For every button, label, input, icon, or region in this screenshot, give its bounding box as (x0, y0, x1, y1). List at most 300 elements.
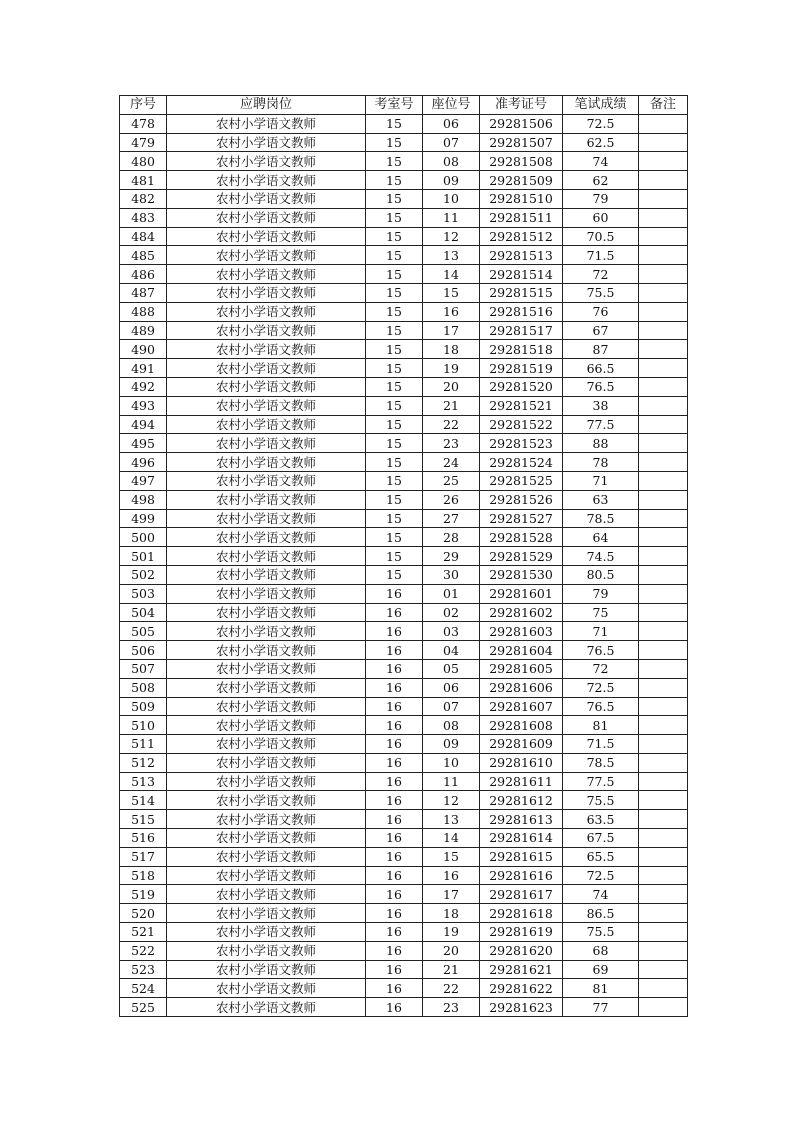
cell-post: 农村小学语文教师 (167, 415, 366, 434)
table-row (120, 415, 688, 434)
table-row (120, 340, 688, 359)
cell-room: 16 (366, 584, 423, 603)
cell-score: 70.5 (563, 227, 639, 246)
cell-post: 农村小学语文教师 (167, 829, 366, 848)
cell-ticket: 29281522 (480, 415, 563, 434)
cell-seq: 494 (120, 415, 167, 434)
table-row (120, 547, 688, 566)
cell-post: 农村小学语文教师 (167, 923, 366, 942)
cell-seq: 521 (120, 923, 167, 942)
cell-ticket: 29281608 (480, 716, 563, 735)
cell-note (639, 885, 688, 904)
cell-seat: 11 (423, 208, 480, 227)
cell-seq: 504 (120, 603, 167, 622)
cell-seat: 26 (423, 490, 480, 509)
cell-room: 15 (366, 283, 423, 302)
cell-score: 79 (563, 189, 639, 208)
cell-seat: 12 (423, 791, 480, 810)
cell-room: 16 (366, 810, 423, 829)
cell-ticket: 29281603 (480, 622, 563, 641)
cell-ticket: 29281622 (480, 979, 563, 998)
cell-ticket: 29281530 (480, 565, 563, 584)
cell-room: 16 (366, 791, 423, 810)
cell-ticket: 29281607 (480, 697, 563, 716)
cell-seq: 506 (120, 641, 167, 660)
table-row (120, 283, 688, 302)
table-row (120, 189, 688, 208)
cell-ticket: 29281520 (480, 377, 563, 396)
cell-note (639, 133, 688, 152)
cell-seq: 484 (120, 227, 167, 246)
cell-ticket: 29281604 (480, 641, 563, 660)
cell-ticket: 29281512 (480, 227, 563, 246)
cell-score: 72 (563, 265, 639, 284)
cell-ticket: 29281518 (480, 340, 563, 359)
cell-ticket: 29281513 (480, 246, 563, 265)
table-row (120, 753, 688, 772)
cell-seat: 16 (423, 302, 480, 321)
cell-note (639, 396, 688, 415)
cell-room: 15 (366, 396, 423, 415)
cell-room: 15 (366, 434, 423, 453)
cell-post: 农村小学语文教师 (167, 791, 366, 810)
cell-seat: 19 (423, 359, 480, 378)
cell-post: 农村小学语文教师 (167, 321, 366, 340)
cell-room: 15 (366, 265, 423, 284)
cell-seat: 06 (423, 114, 480, 133)
cell-seq: 525 (120, 998, 167, 1017)
table-row (120, 321, 688, 340)
cell-post: 农村小学语文教师 (167, 265, 366, 284)
cell-post: 农村小学语文教师 (167, 359, 366, 378)
cell-score: 69 (563, 960, 639, 979)
cell-score: 74 (563, 152, 639, 171)
cell-seat: 17 (423, 885, 480, 904)
cell-seq: 500 (120, 528, 167, 547)
cell-ticket: 29281606 (480, 678, 563, 697)
table-row (120, 490, 688, 509)
cell-ticket: 29281613 (480, 810, 563, 829)
cell-score: 76.5 (563, 697, 639, 716)
table-row (120, 133, 688, 152)
cell-post: 农村小学语文教师 (167, 885, 366, 904)
cell-post: 农村小学语文教师 (167, 772, 366, 791)
cell-seat: 23 (423, 998, 480, 1017)
cell-note (639, 302, 688, 321)
cell-score: 68 (563, 941, 639, 960)
cell-seat: 02 (423, 603, 480, 622)
cell-seat: 04 (423, 641, 480, 660)
cell-score: 76.5 (563, 641, 639, 660)
cell-seat: 20 (423, 941, 480, 960)
cell-seq: 514 (120, 791, 167, 810)
cell-post: 农村小学语文教师 (167, 998, 366, 1017)
cell-note (639, 565, 688, 584)
cell-seat: 14 (423, 265, 480, 284)
cell-note (639, 246, 688, 265)
cell-seq: 481 (120, 171, 167, 190)
cell-ticket: 29281525 (480, 471, 563, 490)
cell-post: 农村小学语文教师 (167, 340, 366, 359)
cell-seq: 493 (120, 396, 167, 415)
cell-ticket: 29281527 (480, 509, 563, 528)
cell-post: 农村小学语文教师 (167, 189, 366, 208)
cell-note (639, 998, 688, 1017)
cell-seq: 508 (120, 678, 167, 697)
cell-room: 15 (366, 171, 423, 190)
cell-note (639, 434, 688, 453)
cell-seq: 512 (120, 753, 167, 772)
table-row (120, 302, 688, 321)
cell-note (639, 453, 688, 472)
cell-seq: 482 (120, 189, 167, 208)
cell-room: 16 (366, 847, 423, 866)
cell-score: 80.5 (563, 565, 639, 584)
cell-seq: 487 (120, 283, 167, 302)
table-row (120, 622, 688, 641)
cell-note (639, 547, 688, 566)
cell-room: 15 (366, 152, 423, 171)
cell-post: 农村小学语文教师 (167, 133, 366, 152)
cell-post: 农村小学语文教师 (167, 208, 366, 227)
cell-seq: 522 (120, 941, 167, 960)
cell-seat: 11 (423, 772, 480, 791)
cell-seq: 486 (120, 265, 167, 284)
cell-seat: 16 (423, 866, 480, 885)
cell-score: 72.5 (563, 114, 639, 133)
cell-ticket: 29281517 (480, 321, 563, 340)
cell-ticket: 29281615 (480, 847, 563, 866)
cell-room: 15 (366, 547, 423, 566)
cell-seat: 23 (423, 434, 480, 453)
header-seq: 序号 (120, 96, 167, 115)
cell-room: 15 (366, 490, 423, 509)
cell-ticket: 29281609 (480, 735, 563, 754)
cell-ticket: 29281509 (480, 171, 563, 190)
cell-room: 16 (366, 941, 423, 960)
cell-ticket: 29281623 (480, 998, 563, 1017)
cell-post: 农村小学语文教师 (167, 396, 366, 415)
cell-seat: 30 (423, 565, 480, 584)
table-row (120, 697, 688, 716)
cell-seq: 510 (120, 716, 167, 735)
table-row (120, 152, 688, 171)
cell-note (639, 208, 688, 227)
cell-post: 农村小学语文教师 (167, 565, 366, 584)
cell-post: 农村小学语文教师 (167, 528, 366, 547)
cell-score: 64 (563, 528, 639, 547)
cell-seq: 505 (120, 622, 167, 641)
cell-post: 农村小学语文教师 (167, 246, 366, 265)
cell-ticket: 29281619 (480, 923, 563, 942)
table-row (120, 208, 688, 227)
cell-score: 75.5 (563, 791, 639, 810)
cell-score: 72 (563, 659, 639, 678)
cell-room: 15 (366, 565, 423, 584)
table-row (120, 998, 688, 1017)
table-row (120, 246, 688, 265)
cell-post: 农村小学语文教师 (167, 697, 366, 716)
cell-post: 农村小学语文教师 (167, 283, 366, 302)
cell-score: 75.5 (563, 923, 639, 942)
cell-room: 16 (366, 622, 423, 641)
table-row (120, 359, 688, 378)
cell-seat: 24 (423, 453, 480, 472)
cell-room: 16 (366, 998, 423, 1017)
cell-post: 农村小学语文教师 (167, 490, 366, 509)
table-row (120, 584, 688, 603)
cell-post: 农村小学语文教师 (167, 547, 366, 566)
cell-score: 78.5 (563, 753, 639, 772)
cell-seq: 498 (120, 490, 167, 509)
cell-note (639, 753, 688, 772)
header-ticket: 准考证号 (480, 96, 563, 115)
table-row (120, 528, 688, 547)
header-room: 考室号 (366, 96, 423, 115)
cell-room: 15 (366, 189, 423, 208)
cell-score: 72.5 (563, 678, 639, 697)
table-row (120, 396, 688, 415)
cell-note (639, 490, 688, 509)
cell-score: 71 (563, 622, 639, 641)
cell-room: 15 (366, 415, 423, 434)
cell-ticket: 29281529 (480, 547, 563, 566)
cell-room: 16 (366, 885, 423, 904)
header-seat: 座位号 (423, 96, 480, 115)
cell-note (639, 659, 688, 678)
cell-post: 农村小学语文教师 (167, 584, 366, 603)
cell-seat: 08 (423, 716, 480, 735)
cell-seq: 480 (120, 152, 167, 171)
cell-room: 15 (366, 509, 423, 528)
cell-room: 16 (366, 866, 423, 885)
cell-post: 农村小学语文教师 (167, 622, 366, 641)
cell-seat: 13 (423, 810, 480, 829)
cell-ticket: 29281605 (480, 659, 563, 678)
table-row (120, 603, 688, 622)
cell-ticket: 29281514 (480, 265, 563, 284)
cell-seat: 20 (423, 377, 480, 396)
cell-note (639, 340, 688, 359)
cell-note (639, 678, 688, 697)
cell-seq: 519 (120, 885, 167, 904)
cell-room: 15 (366, 377, 423, 396)
cell-ticket: 29281516 (480, 302, 563, 321)
cell-post: 农村小学语文教师 (167, 509, 366, 528)
cell-seq: 488 (120, 302, 167, 321)
cell-room: 16 (366, 603, 423, 622)
cell-room: 16 (366, 659, 423, 678)
table-row (120, 114, 688, 133)
cell-seq: 483 (120, 208, 167, 227)
cell-seq: 511 (120, 735, 167, 754)
cell-note (639, 622, 688, 641)
cell-score: 76 (563, 302, 639, 321)
cell-seq: 478 (120, 114, 167, 133)
table-header-row (120, 96, 688, 115)
cell-note (639, 979, 688, 998)
cell-post: 农村小学语文教师 (167, 716, 366, 735)
cell-seat: 13 (423, 246, 480, 265)
cell-note (639, 189, 688, 208)
table-row (120, 941, 688, 960)
table-row (120, 659, 688, 678)
cell-seq: 524 (120, 979, 167, 998)
cell-score: 71.5 (563, 735, 639, 754)
cell-note (639, 735, 688, 754)
cell-seq: 517 (120, 847, 167, 866)
cell-score: 75 (563, 603, 639, 622)
cell-seat: 25 (423, 471, 480, 490)
table-row (120, 810, 688, 829)
cell-seq: 479 (120, 133, 167, 152)
cell-score: 77.5 (563, 415, 639, 434)
cell-note (639, 829, 688, 848)
cell-seat: 01 (423, 584, 480, 603)
cell-post: 农村小学语文教师 (167, 960, 366, 979)
cell-ticket: 29281601 (480, 584, 563, 603)
cell-seat: 22 (423, 415, 480, 434)
cell-ticket: 29281519 (480, 359, 563, 378)
cell-note (639, 960, 688, 979)
cell-ticket: 29281508 (480, 152, 563, 171)
cell-score: 62.5 (563, 133, 639, 152)
cell-post: 农村小学语文教师 (167, 471, 366, 490)
cell-post: 农村小学语文教师 (167, 735, 366, 754)
cell-room: 15 (366, 471, 423, 490)
cell-seq: 516 (120, 829, 167, 848)
cell-note (639, 114, 688, 133)
cell-post: 农村小学语文教师 (167, 641, 366, 660)
cell-note (639, 509, 688, 528)
cell-post: 农村小学语文教师 (167, 847, 366, 866)
cell-note (639, 847, 688, 866)
cell-seat: 28 (423, 528, 480, 547)
header-post: 应聘岗位 (167, 96, 366, 115)
table-row (120, 434, 688, 453)
cell-note (639, 791, 688, 810)
cell-room: 15 (366, 133, 423, 152)
cell-ticket: 29281621 (480, 960, 563, 979)
cell-score: 74.5 (563, 547, 639, 566)
cell-ticket: 29281614 (480, 829, 563, 848)
cell-seat: 07 (423, 697, 480, 716)
cell-note (639, 603, 688, 622)
cell-seq: 490 (120, 340, 167, 359)
cell-score: 87 (563, 340, 639, 359)
cell-score: 62 (563, 171, 639, 190)
cell-seq: 515 (120, 810, 167, 829)
cell-seq: 501 (120, 547, 167, 566)
cell-seat: 15 (423, 283, 480, 302)
cell-note (639, 359, 688, 378)
cell-post: 农村小学语文教师 (167, 904, 366, 923)
cell-seq: 491 (120, 359, 167, 378)
cell-ticket: 29281510 (480, 189, 563, 208)
table-row (120, 904, 688, 923)
cell-note (639, 471, 688, 490)
cell-room: 16 (366, 829, 423, 848)
cell-seq: 496 (120, 453, 167, 472)
cell-seat: 05 (423, 659, 480, 678)
header-score: 笔试成绩 (563, 96, 639, 115)
cell-ticket: 29281511 (480, 208, 563, 227)
table-row (120, 453, 688, 472)
cell-seq: 503 (120, 584, 167, 603)
cell-seq: 499 (120, 509, 167, 528)
cell-score: 78 (563, 453, 639, 472)
cell-note (639, 584, 688, 603)
cell-score: 74 (563, 885, 639, 904)
table-row (120, 171, 688, 190)
table-row (120, 772, 688, 791)
table-row (120, 866, 688, 885)
cell-room: 15 (366, 114, 423, 133)
cell-score: 67 (563, 321, 639, 340)
cell-note (639, 171, 688, 190)
cell-post: 农村小学语文教师 (167, 603, 366, 622)
cell-post: 农村小学语文教师 (167, 227, 366, 246)
cell-ticket: 29281617 (480, 885, 563, 904)
cell-room: 16 (366, 753, 423, 772)
table-row (120, 885, 688, 904)
table-row (120, 829, 688, 848)
cell-score: 86.5 (563, 904, 639, 923)
cell-post: 农村小学语文教师 (167, 114, 366, 133)
cell-note (639, 904, 688, 923)
cell-ticket: 29281521 (480, 396, 563, 415)
cell-ticket: 29281524 (480, 453, 563, 472)
cell-room: 16 (366, 735, 423, 754)
cell-note (639, 283, 688, 302)
table-row (120, 265, 688, 284)
cell-score: 75.5 (563, 283, 639, 302)
cell-ticket: 29281526 (480, 490, 563, 509)
cell-score: 65.5 (563, 847, 639, 866)
table-row (120, 716, 688, 735)
cell-seq: 520 (120, 904, 167, 923)
cell-seq: 497 (120, 471, 167, 490)
cell-room: 16 (366, 716, 423, 735)
cell-ticket: 29281515 (480, 283, 563, 302)
table-row (120, 641, 688, 660)
table-row (120, 791, 688, 810)
cell-seq: 518 (120, 866, 167, 885)
cell-ticket: 29281523 (480, 434, 563, 453)
cell-seat: 12 (423, 227, 480, 246)
cell-post: 农村小学语文教师 (167, 152, 366, 171)
cell-room: 15 (366, 453, 423, 472)
cell-seq: 495 (120, 434, 167, 453)
cell-seat: 10 (423, 189, 480, 208)
cell-seat: 07 (423, 133, 480, 152)
cell-seat: 21 (423, 960, 480, 979)
cell-seat: 29 (423, 547, 480, 566)
cell-post: 农村小学语文教师 (167, 753, 366, 772)
cell-seat: 03 (423, 622, 480, 641)
cell-seat: 21 (423, 396, 480, 415)
cell-score: 60 (563, 208, 639, 227)
score-table (119, 95, 688, 1017)
cell-post: 农村小学语文教师 (167, 659, 366, 678)
cell-score: 88 (563, 434, 639, 453)
cell-post: 农村小学语文教师 (167, 302, 366, 321)
cell-room: 15 (366, 227, 423, 246)
cell-seq: 489 (120, 321, 167, 340)
cell-score: 76.5 (563, 377, 639, 396)
cell-post: 农村小学语文教师 (167, 434, 366, 453)
cell-room: 16 (366, 697, 423, 716)
